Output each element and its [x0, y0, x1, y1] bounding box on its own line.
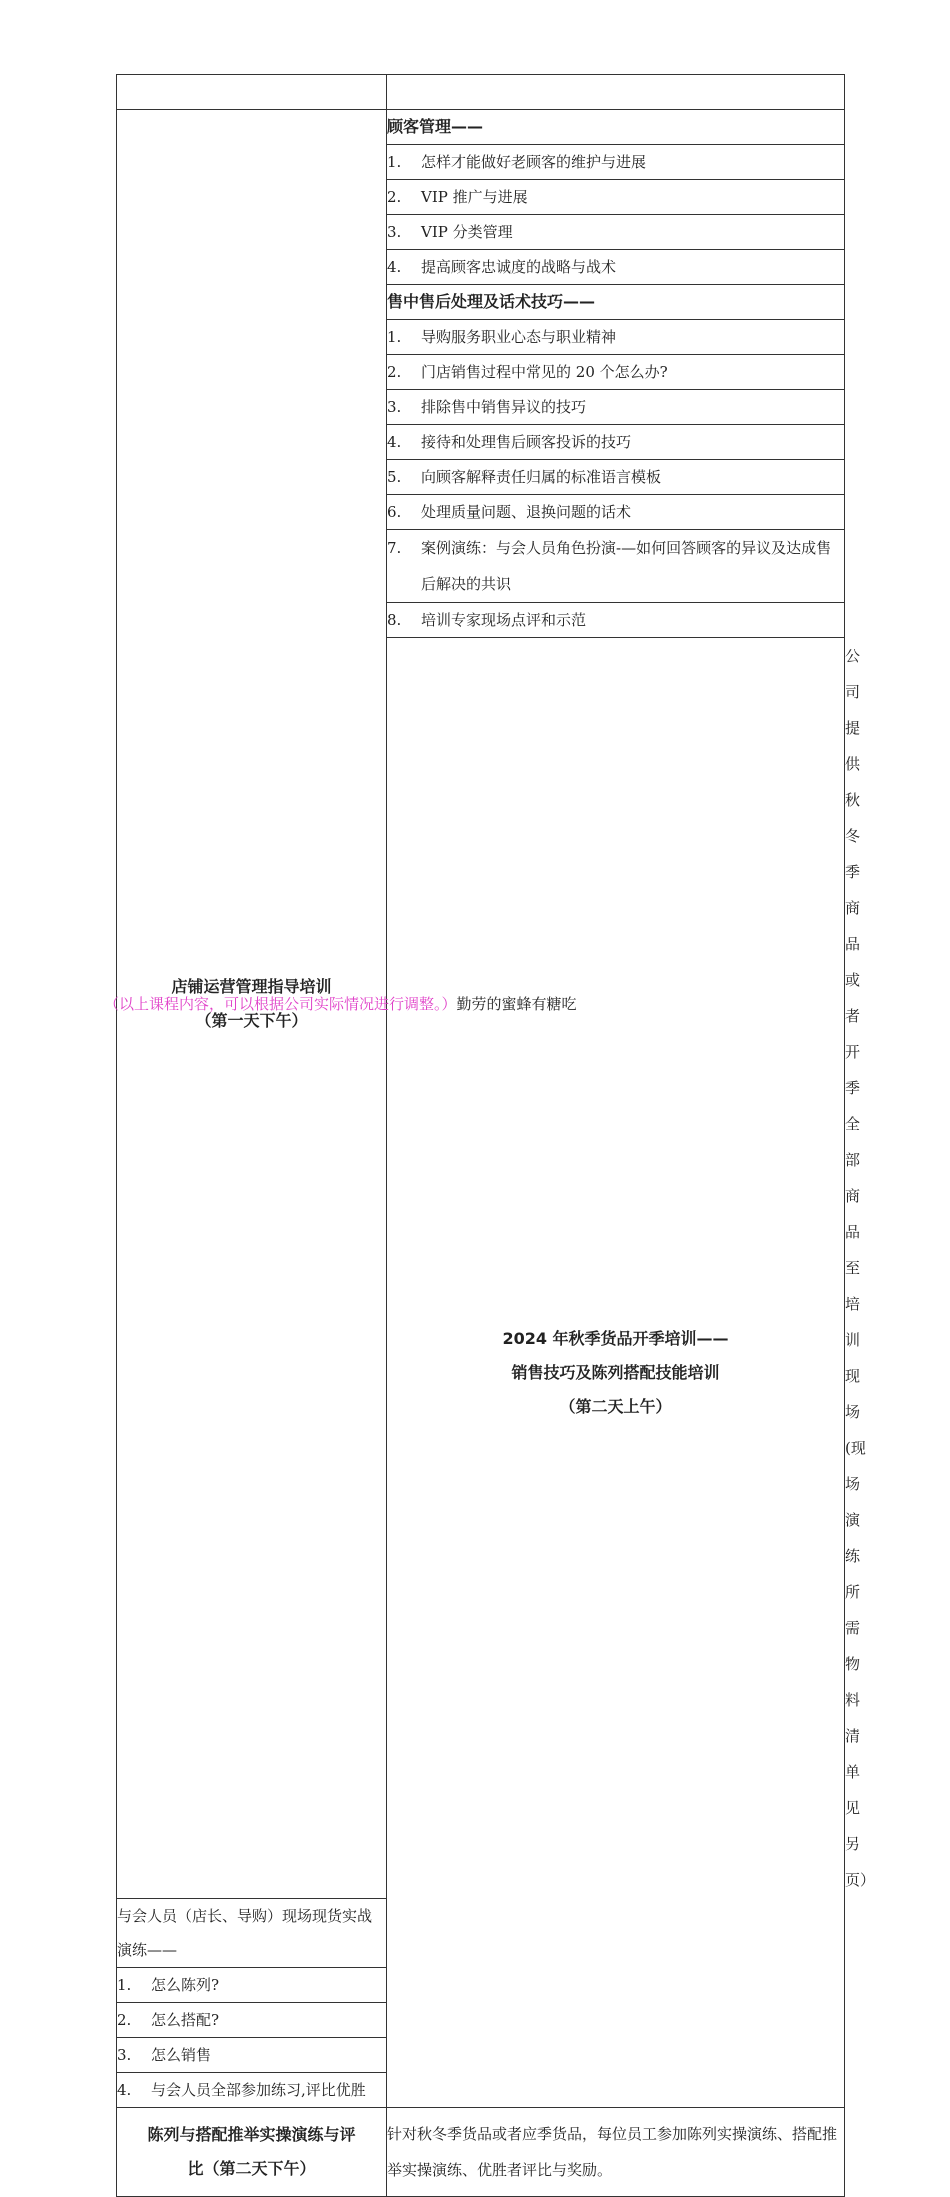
item-number: 4.: [117, 2081, 132, 2099]
list-item: [387, 355, 845, 390]
list-item: [117, 2073, 387, 2108]
adjustment-note: （以上课程内容，可以根据公司实际情况进行调整。）: [104, 995, 457, 1013]
item-text: VIP 推广与进展: [421, 188, 528, 206]
item-text: VIP 分类管理: [421, 223, 513, 241]
item-number: 2.: [387, 188, 402, 206]
list-item: [387, 495, 845, 530]
item-number: 6.: [387, 503, 402, 521]
list-item: [387, 145, 845, 180]
item-text: 门店销售过程中常见的 20 个怎么办?: [421, 363, 668, 381]
item-text: 怎么搭配?: [151, 2011, 220, 2029]
blank-cell-right: [387, 75, 845, 110]
list-item: [387, 180, 845, 215]
session-title-line: 销售技巧及陈列搭配技能培训: [511, 1362, 720, 1382]
list-item: [387, 250, 845, 285]
drill-heading: 与会人员（店长、导购）现场现货实战演练——: [117, 1899, 387, 1968]
item-text: 案例演练：与会人员角色扮演-—如何回答顾客的异议及达成售后解决的共识: [421, 539, 832, 593]
item-number: 1.: [387, 153, 402, 171]
session-title-line: （第二天上午）: [559, 1396, 672, 1416]
list-item: [117, 2038, 387, 2073]
item-number: 4.: [387, 258, 402, 276]
item-number: 7.: [387, 539, 402, 557]
item-text: 处理质量问题、退换问题的话术: [421, 503, 632, 521]
item-number: 4.: [387, 433, 402, 451]
item-text: 向顾客解释责任归属的标准语言模板: [421, 468, 662, 486]
item-number: 3.: [387, 398, 402, 416]
session-title-line: （第一天下午）: [195, 1011, 308, 1030]
session-title-line: 店铺运营管理指导培训: [171, 977, 332, 996]
item-text: 排除售中销售异议的技巧: [421, 398, 587, 416]
footer-tail-text: 勤劳的蜜蜂有糖吃: [456, 995, 577, 1013]
session-title-line: 陈列与搭配推举实操演练与评: [147, 2125, 356, 2144]
item-number: 3.: [117, 2046, 132, 2064]
item-number: 5.: [387, 468, 402, 486]
course-schedule-table: [116, 74, 876, 2197]
item-text: 怎么销售: [151, 2046, 212, 2064]
item-text: 与会人员全部参加练习,评比优胜: [151, 2081, 366, 2099]
list-item: [387, 603, 845, 638]
list-item: [387, 215, 845, 250]
item-number: 8.: [387, 611, 402, 629]
session-title-line: 比（第二天下午）: [187, 2159, 316, 2178]
table-row-blank: [117, 75, 845, 110]
item-number: 1.: [117, 1976, 132, 1994]
item-number: 2.: [117, 2011, 132, 2029]
section-heading-customer-management: 顾客管理——: [387, 110, 845, 145]
table-row: [117, 2108, 845, 2197]
item-text: 培训专家现场点评和示范: [421, 611, 587, 629]
table-row: 2024 年秋季货品开季培训—— 销售技巧及陈列搭配技能培训 （第二天上午） 公司提供秋冬季商品或者开季全部商品至培训现场(现场演练所需物料清单见另页）: [117, 638, 845, 1899]
list-item: [117, 1968, 387, 2003]
blank-cell-left: [117, 75, 387, 110]
item-text: 导购服务职业心态与职业精神: [421, 328, 617, 346]
item-number: 2.: [387, 363, 402, 381]
item-text: 怎样才能做好老顾客的维护与进展: [421, 153, 647, 171]
list-item: [387, 460, 845, 495]
item-number: 3.: [387, 223, 402, 241]
item-text: 接待和处理售后顾客投诉的技巧: [421, 433, 632, 451]
list-item: [387, 425, 845, 460]
session-title-line: 2024 年秋季货品开季培训——: [502, 1328, 729, 1348]
session-title-day2-afternoon: [117, 2108, 387, 2197]
list-item: [387, 320, 845, 355]
session-content: 针对秋冬季货品或者应季货品，每位员工参加陈列实操演练、搭配推举实操演练、优胜者评比与奖励。: [387, 2108, 845, 2197]
item-number: 1.: [387, 328, 402, 346]
list-item: [387, 530, 845, 603]
session-title-day2-morning: [387, 638, 845, 2108]
table-row: [117, 110, 845, 145]
list-item: [117, 2003, 387, 2038]
list-item: [387, 390, 845, 425]
section-heading-after-sales: 售中售后处理及话术技巧——: [387, 285, 845, 320]
item-text: 提高顾客忠诚度的战略与战术: [421, 258, 617, 276]
footer-note: [104, 993, 577, 1014]
item-text: 怎么陈列?: [151, 1976, 220, 1994]
